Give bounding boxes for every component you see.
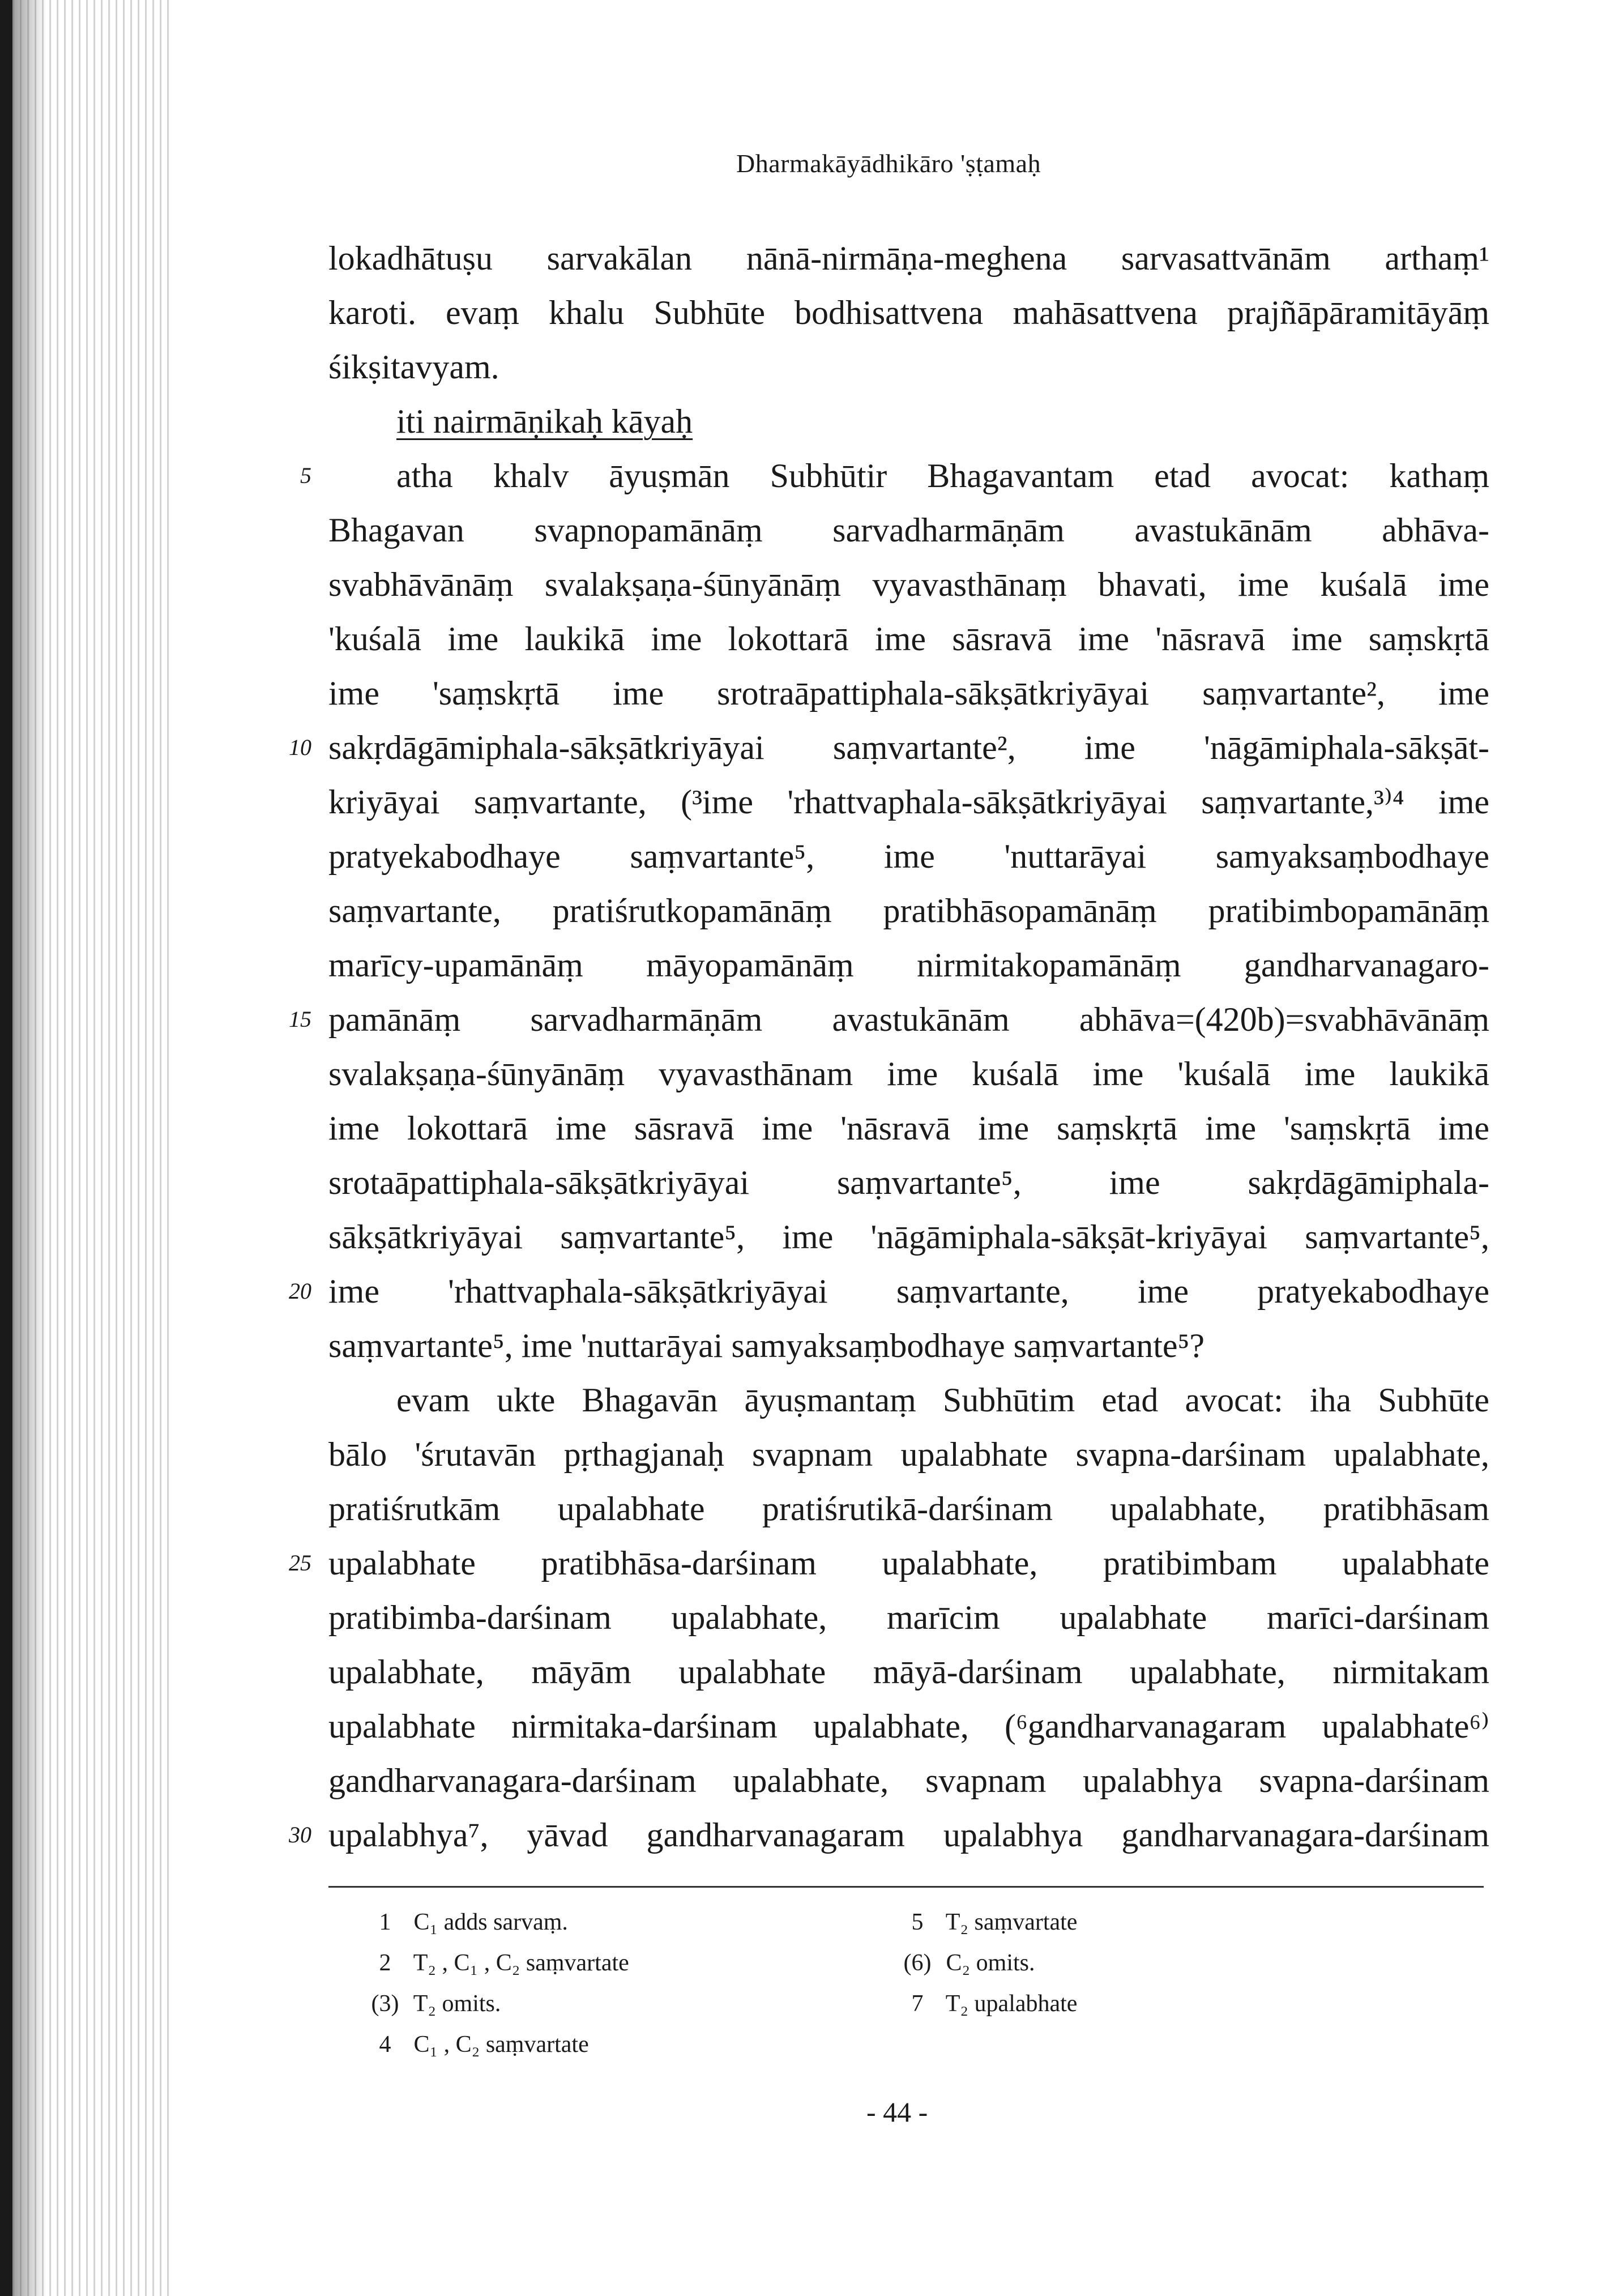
- footnote-text: C₁ adds sarvaṃ.: [413, 1909, 568, 1935]
- footnote-text: C₂ omits.: [946, 1950, 1035, 1976]
- line-number: 15: [289, 1006, 311, 1032]
- footnote: [362, 1943, 629, 1983]
- text-line: Bhagavan svapnopamānāṃ sarvadharmāṇām avastukānām abhāva-: [328, 511, 1489, 549]
- footnote: [895, 1943, 1077, 1983]
- text-line: kriyāyai saṃvartante, (³ime 'rhattvaphala-sākṣātkriyāyai saṃvartante,³⁾⁴ ime: [328, 783, 1489, 821]
- text-line: evam ukte Bhagavān āyuṣmantaṃ Subhūtim etad avocat: iha Subhūte: [396, 1381, 1489, 1419]
- text-line: 20 ime 'rhattvaphala-sākṣātkriyāyai saṃvartante, ime pratyekabodhaye: [328, 1264, 1489, 1318]
- footnote: [362, 1983, 629, 2024]
- page-number: - 44 -: [866, 2096, 928, 2128]
- text-line: marīcy-upamānāṃ māyopamānāṃ nirmitakopamānāṃ gandharvanagaro-: [328, 946, 1489, 984]
- scan-binding-shadow: [0, 0, 170, 2296]
- footnote-number: (6): [903, 1950, 932, 1976]
- line-number: 5: [300, 463, 311, 488]
- text-line: saṃvartante, pratiśrutkopamānāṃ pratibhāsopamānāṃ pratibimbopamānāṃ: [328, 892, 1489, 929]
- text-line: pratyekabodhaye saṃvartante⁵, ime 'nuttarāyai samyaksaṃbodhaye: [328, 838, 1489, 875]
- footnote: [895, 1983, 1077, 2024]
- text-line: svabhāvānāṃ svalakṣaṇa-śūnyānāṃ vyavasthānaṃ bhavati, ime kuśalā ime: [328, 566, 1489, 603]
- footnote-text: T₂ upalabhate: [945, 1991, 1078, 2017]
- text-line: śikṣitavyam.: [328, 348, 499, 386]
- footnote-number: 1: [379, 1909, 391, 1935]
- text-line: 15 pamānāṃ sarvadharmāṇām avastukānām abhāva=(420b)=svabhāvānāṃ: [328, 992, 1489, 1047]
- text-line: gandharvanagara-darśinam upalabhate, svapnam upalabhya svapna-darśinam: [328, 1762, 1489, 1799]
- text-line: upalabhate, māyām upalabhate māyā-darśinam upalabhate, nirmitakam: [328, 1653, 1489, 1691]
- body-text: [289, 231, 1489, 1862]
- text-line: svalakṣaṇa-śūnyānāṃ vyavasthānam ime kuśalā ime 'kuśalā ime laukikā: [328, 1055, 1489, 1092]
- text-line: lokadhātuṣu sarvakālan nānā-nirmāṇa-meghena sarvasattvānām arthaṃ¹: [328, 240, 1489, 277]
- footnote-number: 4: [379, 2032, 391, 2058]
- footnote-number: (3): [371, 1991, 399, 2017]
- footnote-text: T₂ omits.: [413, 1991, 501, 2017]
- footnote-number: 2: [379, 1950, 391, 1976]
- text-line: ime 'saṃskṛtā ime srotraāpattiphala-sākṣātkriyāyai saṃvartante², ime: [328, 675, 1489, 712]
- footnote-text: T₂ , C₁ , C₂ saṃvartate: [413, 1950, 629, 1976]
- footnote: [362, 2024, 629, 2065]
- line-number: 10: [289, 735, 311, 760]
- text-line: 25 upalabhate pratibhāsa-darśinam upalabhate, pratibimbam upalabhate: [328, 1536, 1489, 1590]
- line-number: 20: [289, 1278, 311, 1304]
- footnote: [895, 1902, 1077, 1943]
- footnote-text: C₁ , C₂ saṃvartate: [413, 2032, 589, 2058]
- section-title-line: iti nairmāṇikaḥ kāyaḥ: [396, 403, 693, 440]
- text-line: srotaāpattiphala-sākṣātkriyāyai saṃvartante⁵, ime sakṛdāgāmiphala-: [328, 1164, 1489, 1201]
- text-line: saṃvartante⁵, ime 'nuttarāyai samyaksaṃbodhaye saṃvartante⁵?: [328, 1327, 1205, 1364]
- footnote-number: 5: [911, 1909, 924, 1935]
- text-line: ime lokottarā ime sāsravā ime 'nāsravā ime saṃskṛtā ime 'saṃskṛtā ime: [328, 1109, 1489, 1147]
- footnote-text: T₂ saṃvartate: [945, 1909, 1078, 1935]
- text-line: karoti. evaṃ khalu Subhūte bodhisattvena mahāsattvena prajñāpāramitāyāṃ: [328, 294, 1489, 331]
- line-number: 30: [289, 1822, 311, 1847]
- line-number: 25: [289, 1550, 311, 1576]
- text-line: pratibimba-darśinam upalabhate, marīcim upalabhate marīci-darśinam: [328, 1599, 1489, 1636]
- footnote-number: 7: [911, 1991, 924, 2017]
- footnotes-left: [362, 1902, 629, 2065]
- text-line: sākṣātkriyāyai saṃvartante⁵, ime 'nāgāmiphala-sākṣāt-kriyāyai saṃvartante⁵,: [328, 1218, 1489, 1256]
- text-line: 'kuśalā ime laukikā ime lokottarā ime sāsravā ime 'nāsravā ime saṃskṛtā: [328, 620, 1489, 658]
- text-line: bālo 'śrutavān pṛthagjanaḥ svapnam upalabhate svapna-darśinam upalabhate,: [328, 1436, 1489, 1473]
- footnotes-right: [895, 1902, 1077, 2024]
- text-line: 10 sakṛdāgāmiphala-sākṣātkriyāyai saṃvartante², ime 'nāgāmiphala-sākṣāt-: [328, 720, 1489, 775]
- text-line: upalabhate nirmitaka-darśinam upalabhate, (⁶gandharvanagaram upalabhate⁶⁾: [328, 1708, 1489, 1745]
- running-header: Dharmakāyādhikāro 'ṣṭamaḥ: [736, 149, 1041, 178]
- text-line: pratiśrutkām upalabhate pratiśrutikā-darśinam upalabhate, pratibhāsam: [328, 1490, 1489, 1527]
- footnote: [362, 1902, 629, 1943]
- text-line: 5 atha khalv āyuṣmān Subhūtir Bhagavantam etad avocat: kathaṃ: [328, 449, 1489, 503]
- text-line: 30 upalabhya⁷, yāvad gandharvanagaram upalabhya gandharvanagara-darśinam: [328, 1808, 1489, 1862]
- footnote-rule: [328, 1886, 1484, 1888]
